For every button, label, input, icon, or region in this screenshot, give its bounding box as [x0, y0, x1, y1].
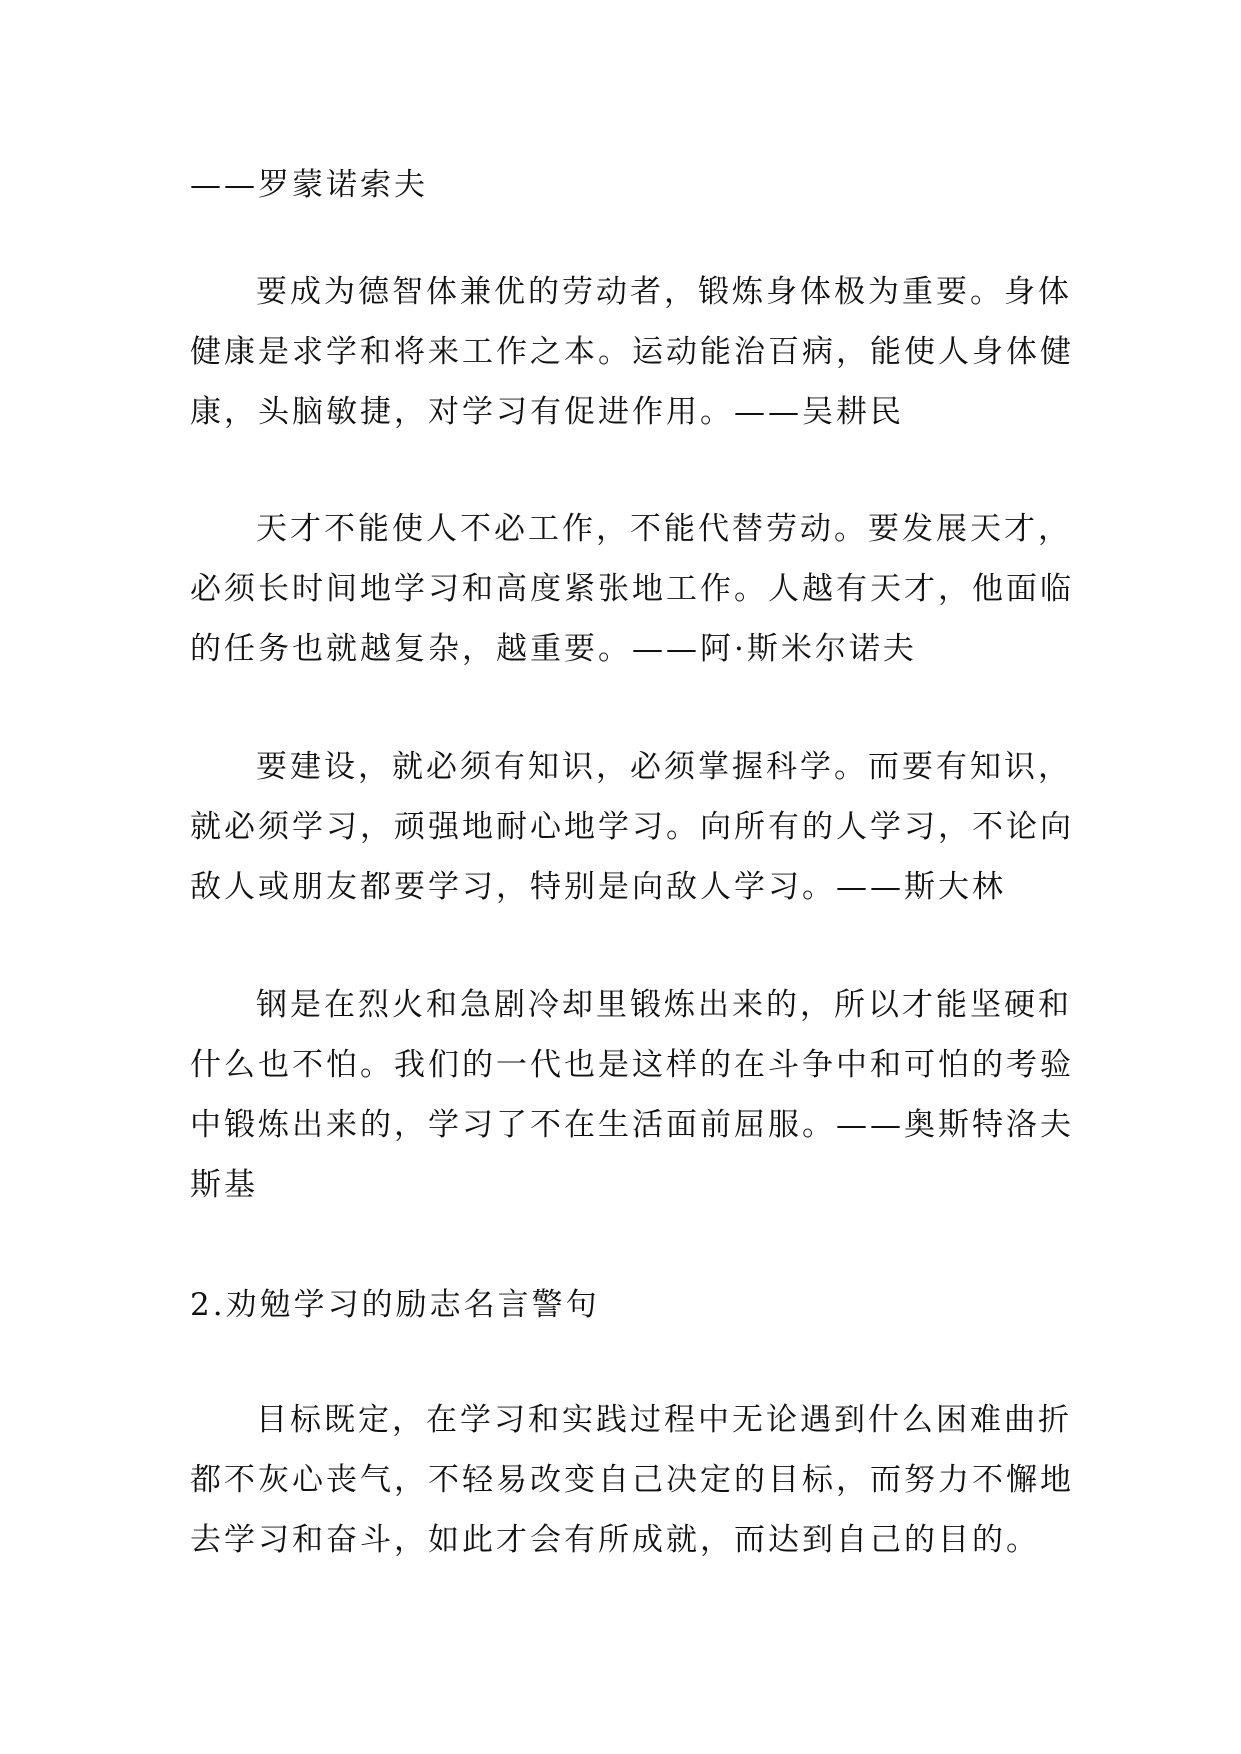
paragraph-stalin [190, 737, 1074, 917]
paragraph-line: 中锻炼出来的，学习了不在生活面前屈服。——奥斯特洛夫 [190, 1107, 1074, 1143]
paragraph-line: 都不灰心丧气，不轻易改变自己决定的目标，而努力不懈地 [190, 1462, 1074, 1498]
paragraph-line: 要建设，就必须有知识，必须掌握科学。而要有知识， [256, 749, 1072, 785]
paragraph-line: 康，头脑敏捷，对学习有促进作用。——吴耕民 [190, 394, 904, 430]
paragraph-wu-gengmin [190, 262, 1074, 442]
section-heading: 2.劝勉学习的励志名言警句 [190, 1287, 600, 1323]
paragraph-line: 必须长时间地学习和高度紧张地工作。人越有天才，他面临 [190, 571, 1074, 607]
paragraph-line: 天才不能使人不必工作，不能代替劳动。要发展天才， [256, 511, 1072, 547]
paragraph-line: 钢是在烈火和急剧冷却里锻炼出来的，所以才能坚硬和 [256, 987, 1072, 1023]
paragraph-line: 要成为德智体兼优的劳动者，锻炼身体极为重要。身体 [256, 274, 1072, 310]
paragraph-line: 敌人或朋友都要学习，特别是向敌人学习。——斯大林 [190, 869, 1006, 905]
paragraph-line: 健康是求学和将来工作之本。运动能治百病，能使人身体健 [190, 334, 1074, 370]
document-content [190, 155, 1074, 1570]
attribution-line: ——罗蒙诺索夫 [190, 167, 428, 203]
paragraph-line: 斯基 [190, 1167, 258, 1203]
paragraph-line: 什么也不怕。我们的一代也是这样的在斗争中和可怕的考验 [190, 1047, 1074, 1083]
paragraph-line: 目标既定，在学习和实践过程中无论遇到什么困难曲折 [256, 1402, 1072, 1438]
paragraph-line: 就必须学习，顽强地耐心地学习。向所有的人学习，不论向 [190, 809, 1074, 845]
paragraph-line: 的任务也就越复杂，越重要。——阿·斯米尔诺夫 [190, 631, 917, 667]
paragraph-ostrovsky [190, 975, 1074, 1215]
paragraph-smirnov [190, 499, 1074, 679]
paragraph-goal [190, 1390, 1074, 1570]
paragraph-line: 去学习和奋斗，如此才会有所成就，而达到自己的目的。 [190, 1522, 1040, 1558]
